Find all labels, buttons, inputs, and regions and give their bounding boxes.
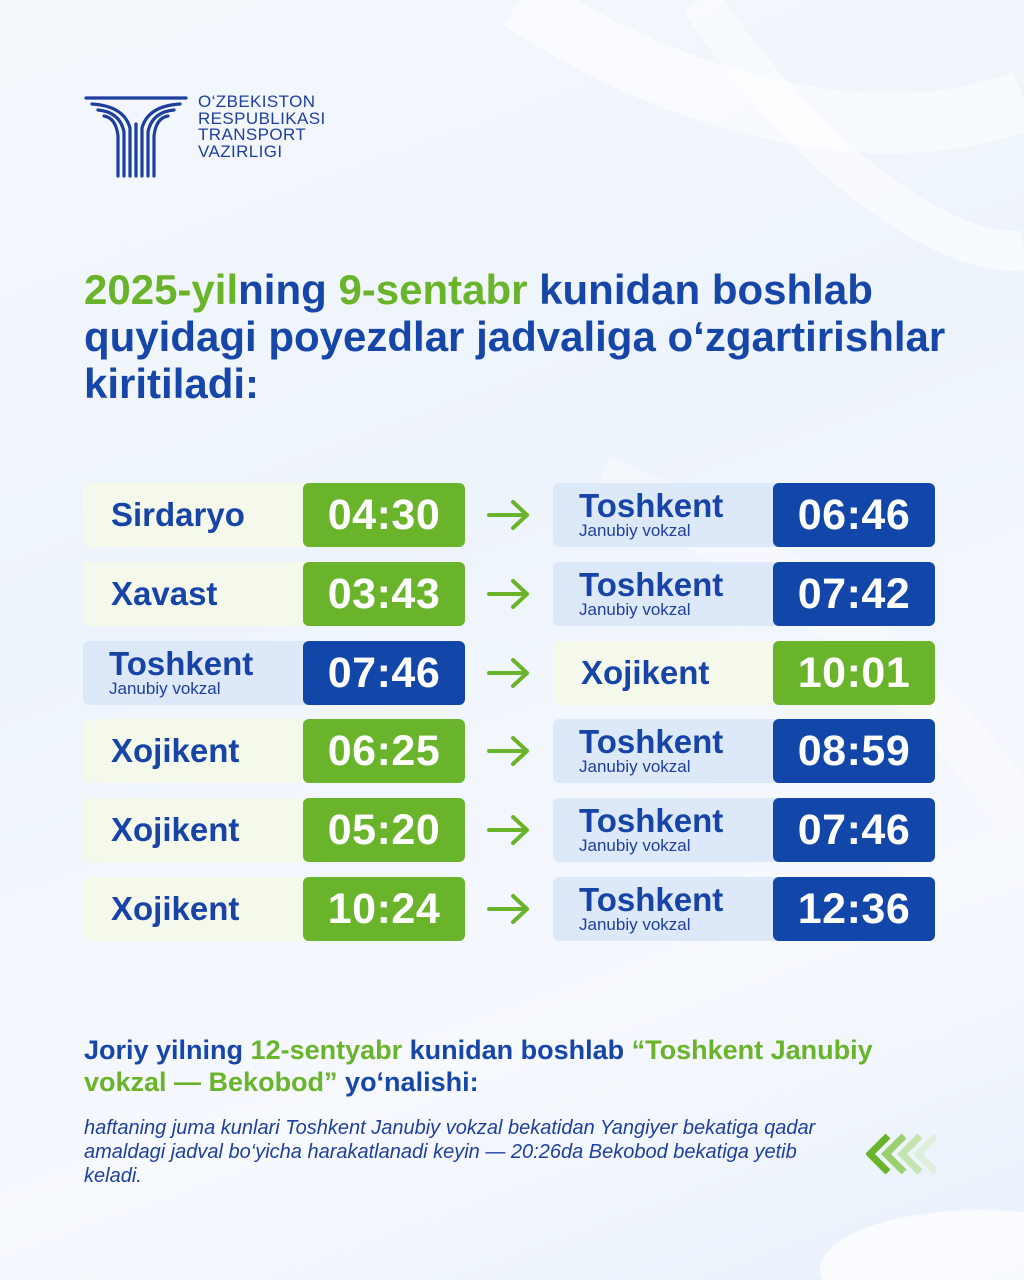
arrow-right-icon xyxy=(487,657,531,689)
station-name: Toshkent xyxy=(109,645,254,682)
departure-station xyxy=(83,483,313,547)
arrival-time: 12:36 xyxy=(773,877,935,941)
departure-station xyxy=(83,719,313,783)
arrival-time: 07:46 xyxy=(773,798,935,862)
schedule-row xyxy=(83,719,935,783)
title-text-b: kunidan boshlab quyidagi poyezdlar jadvaliga o‘zgartirishlar kiritiladi: xyxy=(84,266,946,407)
station-name: Xojikent xyxy=(111,890,240,927)
arrival-time: 07:42 xyxy=(773,562,935,626)
arrow-right-icon xyxy=(487,735,531,767)
schedule-row xyxy=(83,562,935,626)
note-route: “Toshkent Janubiy vokzal — Bekobod” xyxy=(84,1035,873,1097)
page-title xyxy=(84,266,964,407)
title-text-a: ning xyxy=(238,266,339,313)
station-name: Xojikent xyxy=(581,654,710,691)
departure-time: 05:20 xyxy=(303,798,465,862)
station-subtitle: Janubiy vokzal xyxy=(109,679,221,698)
departure-time: 10:24 xyxy=(303,877,465,941)
arrival-station xyxy=(553,562,783,626)
departure-station xyxy=(83,562,313,626)
departure-time: 04:30 xyxy=(303,483,465,547)
arrival-station xyxy=(553,877,783,941)
logo-line-4: VAZIRLIGI xyxy=(198,141,283,161)
logo-line-2: RESPUBLIKASI xyxy=(198,108,326,128)
title-year: 2025-yil xyxy=(84,266,239,313)
arrow-right-icon xyxy=(487,893,531,925)
departure-time: 03:43 xyxy=(303,562,465,626)
arrival-time: 06:46 xyxy=(773,483,935,547)
arrow-right-icon xyxy=(487,814,531,846)
arrival-time: 10:01 xyxy=(773,641,935,705)
station-name: Toshkent xyxy=(579,566,724,603)
departure-time: 07:46 xyxy=(303,641,465,705)
ministry-emblem-icon xyxy=(84,94,188,178)
station-name: Toshkent xyxy=(579,881,724,918)
station-name: Toshkent xyxy=(579,487,724,524)
arrival-station xyxy=(553,483,783,547)
arrow-right-icon xyxy=(487,499,531,531)
title-date: 9-sentabr xyxy=(338,266,528,313)
departure-time: 06:25 xyxy=(303,719,465,783)
schedule-row xyxy=(83,798,935,862)
departure-station xyxy=(83,641,313,705)
departure-station xyxy=(83,877,313,941)
schedule-row xyxy=(83,641,935,705)
chevrons-left-icon xyxy=(866,1134,936,1174)
station-name: Sirdaryo xyxy=(111,496,245,533)
note-title-a: Joriy yilning xyxy=(84,1035,251,1065)
arrow-right-icon xyxy=(487,578,531,610)
logo-line-1: O‘ZBEKISTON xyxy=(198,92,316,111)
station-name: Xavast xyxy=(111,575,218,612)
note-date: 12-sentyabr xyxy=(250,1035,403,1065)
ministry-logo xyxy=(84,94,326,178)
arrival-station xyxy=(553,719,783,783)
note-title xyxy=(84,1034,904,1098)
station-name: Toshkent xyxy=(579,802,724,839)
logo-line-3: TRANSPORT xyxy=(198,125,307,144)
station-subtitle: Janubiy vokzal xyxy=(579,521,691,540)
departure-station xyxy=(83,798,313,862)
station-subtitle: Janubiy vokzal xyxy=(579,600,691,619)
station-subtitle: Janubiy vokzal xyxy=(579,915,691,934)
arrival-time: 08:59 xyxy=(773,719,935,783)
station-name: Toshkent xyxy=(579,723,724,760)
note-title-b: kunidan boshlab xyxy=(402,1035,632,1065)
station-name: Xojikent xyxy=(111,732,240,769)
note-body: haftaning juma kunlari Toshkent Janubiy vokzal bekatidan Yangiyer bekatiga qadar amaldagi jadval bo‘yicha harakatlanadi keyin — 20:26da Bekobod bekatiga yetib keladi. xyxy=(84,1117,816,1187)
station-name: Xojikent xyxy=(111,811,240,848)
station-subtitle: Janubiy vokzal xyxy=(579,836,691,855)
station-subtitle: Janubiy vokzal xyxy=(579,757,691,776)
schedule-row xyxy=(83,483,935,547)
note-title-c: yo‘nalishi: xyxy=(337,1067,479,1097)
arrival-station xyxy=(553,798,783,862)
schedule-row xyxy=(83,877,935,941)
arrival-station xyxy=(553,641,783,705)
